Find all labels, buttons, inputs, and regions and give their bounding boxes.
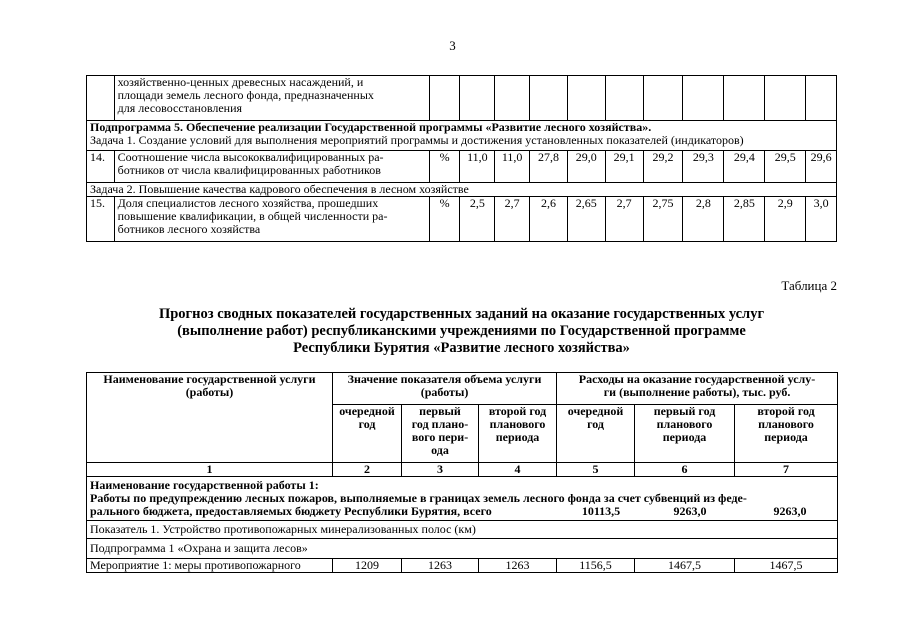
task-2: Задача 2. Повышение качества кадрового обеспечения в лесном хозяйстве [87,183,837,197]
work-value: 9263,0 [773,504,807,518]
subprogram-title: Подпрограмма 5. Обеспечение реализации Государственной программы «Развитие лесного хозяйства». [90,120,652,134]
subheader-cell: второй год планового периода [479,405,557,463]
value-cell: 29,4 [724,151,765,183]
table-row [87,151,837,183]
value-cell: 2,9 [765,197,806,242]
work-cell [87,477,838,521]
unit: % [429,197,460,242]
table-label: Таблица 2 [781,278,837,293]
subheader-cell: первый год плано- вого пери- ода [402,405,479,463]
header-expense: Расходы на оказание государственной услу- ги (выполнение работы), тыс. руб. [557,373,838,405]
work-value: 9263,0 [673,504,707,518]
subprogram-row [87,539,838,559]
value-cell: 2,5 [460,197,495,242]
value-cell: 2,7 [495,197,530,242]
table-row [87,76,837,121]
value-cell: 1263 [402,559,479,573]
work-value: 10113,5 [581,504,621,518]
subheader-cell: первый год планового периода [635,405,735,463]
row-text: Доля специалистов лесного хозяйства, прошедших повышение квалификации, в общей численности ра- ботников лесного хозяйства [114,197,429,242]
page-number: 3 [449,38,456,53]
header-row [87,373,838,405]
measure-label: Мероприятие 1: меры противопожарного [87,559,333,573]
table-title: Прогноз сводных показателей государственных заданий на оказание государственных услуг (выполнение работ) республиканскими учреждениями по Государственной программе Республики Бурятия «Развитие лесного хозяйства» [158,306,765,356]
subheader-cell: второй год планового периода [735,405,838,463]
row-number: 15. [87,197,115,242]
value-cell: 2,85 [724,197,765,242]
table-row [87,559,838,573]
column-number: 3 [402,463,479,477]
header-service: Наименование государственной услуги (работы) [87,373,333,463]
subheader-cell: очередной год [557,405,635,463]
column-number-row [87,463,838,477]
unit: % [429,151,460,183]
column-number: 6 [635,463,735,477]
value-cell: 2,6 [530,197,568,242]
value-cell: 1156,5 [557,559,635,573]
work-row [87,477,838,521]
value-cell: 29,1 [605,151,643,183]
work-description: рального бюджета, предоставляемых бюджету Республики Бурятия, всего [90,504,492,518]
indicator-row [87,521,838,539]
work-description: Работы по предупреждению лесных пожаров, выполняемые в границах земель лесного фонда за счет субвенций из феде- [90,491,747,505]
row-text: Соотношение числа высококвалифицированных ра- ботников от числа квалифицированных работников [114,151,429,183]
value-cell: 29,6 [806,151,837,183]
forecast-table [86,372,838,573]
column-number: 7 [735,463,838,477]
row-number: 14. [87,151,115,183]
column-number: 5 [557,463,635,477]
column-number: 1 [87,463,333,477]
work-name: Наименование государственной работы 1: [90,478,319,492]
value-cell: 29,2 [643,151,683,183]
value-cell: 1467,5 [735,559,838,573]
subprogram-row [87,121,837,151]
value-cell: 1263 [479,559,557,573]
value-cell: 11,0 [495,151,530,183]
table-row [87,197,837,242]
subprogram: Подпрограмма 1 «Охрана и защита лесов» [87,539,838,559]
value-cell: 11,0 [460,151,495,183]
subheader-cell: очередной год [333,405,402,463]
indicators-table [86,75,837,242]
value-cell: 1209 [333,559,402,573]
value-cell: 2,65 [567,197,605,242]
value-cell: 29,3 [683,151,724,183]
row-text: хозяйственно-ценных древесных насаждений, и площади земель лесного фонда, предназначенных для лесовосстановления [114,76,429,121]
value-cell: 2,7 [605,197,643,242]
column-number: 4 [479,463,557,477]
indicator: Показатель 1. Устройство противопожарных минерализованных полос (км) [87,521,838,539]
value-cell: 1467,5 [635,559,735,573]
value-cell: 29,0 [567,151,605,183]
value-cell: 3,0 [806,197,837,242]
header-volume: Значение показателя объема услуги (работы) [333,373,557,405]
value-cell: 2,8 [683,197,724,242]
column-number: 2 [333,463,402,477]
value-cell: 29,5 [765,151,806,183]
task-1: Задача 1. Создание условий для выполнения мероприятий программы и достижения установленных показателей (индикаторов) [90,133,744,147]
value-cell: 27,8 [530,151,568,183]
task-row [87,183,837,197]
value-cell: 2,75 [643,197,683,242]
